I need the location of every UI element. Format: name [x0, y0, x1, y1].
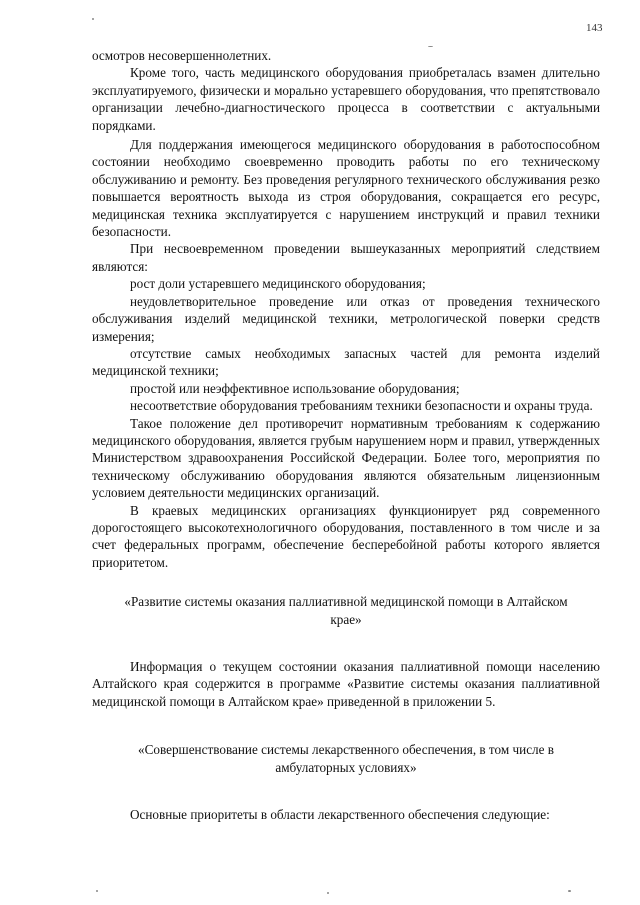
list-item: несоответствие оборудования требованиям техники безопасности и охраны труда. — [130, 398, 593, 414]
paragraph: Для поддержания имеющегося медицинского оборудования в работоспособном состоянии необходимо своевременно проводить работы по его техническому обслуживанию и ремонту. Без проведения регулярного технического обслуживания резко повышается вероятность выхода из строя оборудования, сокращается его ресурс, медицинская техника эксплуатируется с нарушением инструкций и правил техники безопасности. — [92, 137, 600, 240]
paragraph: При несвоевременном проведении вышеуказанных мероприятий следствием являются: — [92, 241, 600, 274]
scan-speck — [327, 892, 329, 894]
section-heading-drug-supply: «Совершенствование системы лекарственного обеспечения, в том числе в амбулаторных условиях» — [137, 742, 555, 775]
paragraph: осмотров несовершеннолетних. — [92, 48, 272, 63]
section-heading-palliative-care: «Развитие системы оказания паллиативной медицинской помощи в Алтайском крае» — [124, 594, 568, 627]
paragraph: Такое положение дел противоречит нормативным требованиям к содержанию медицинского оборудования, является грубым нарушением норм и правил, утвержденных Министерством здравоохранения Российской Федерации. Более того, мероприятия по техническому обслуживанию оборудования являются обязательным лицензионным условием деятельности медицинских организаций. — [92, 415, 600, 501]
scan-speck — [96, 890, 98, 892]
paragraph: Информация о текущем состоянии оказания паллиативной помощи населению Алтайского края содержится в программе «Развитие системы оказания паллиативной медицинской помощи в Алтайском крае» приведенной в приложении 5. — [92, 659, 600, 709]
paragraph: Основные приоритеты в области лекарственного обеспечения следующие: — [130, 807, 550, 823]
paragraph: Кроме того, часть медицинского оборудования приобреталась взамен длительно эксплуатируемого, физически и морально устаревшего оборудования, что препятствовало организации лечебно-диагностического процесса в соответствии с актуальными порядками. — [92, 65, 600, 133]
scan-speck — [568, 890, 571, 892]
list-item: простой или неэффективное использование оборудования; — [130, 380, 460, 396]
document-body — [92, 47, 600, 823]
page-number: 143 — [586, 22, 603, 34]
paragraph: В краевых медицинских организациях функционирует ряд современного дорогостоящего высокотехнологичного оборудования, поставленного в том числе и за счет федеральных программ, обеспечение бесперебойной работы которого является приоритетом. — [92, 502, 600, 570]
list-item: отсутствие самых необходимых запасных частей для ремонта изделий медицинской техники; — [92, 345, 600, 379]
scan-speck — [92, 18, 94, 20]
list-item: рост доли устаревшего медицинского оборудования; — [130, 276, 426, 292]
list-item: неудовлетворительное проведение или отказ от проведения технического обслуживания изделий медицинской техники, метрологической поверки средств измерения; — [92, 293, 600, 344]
